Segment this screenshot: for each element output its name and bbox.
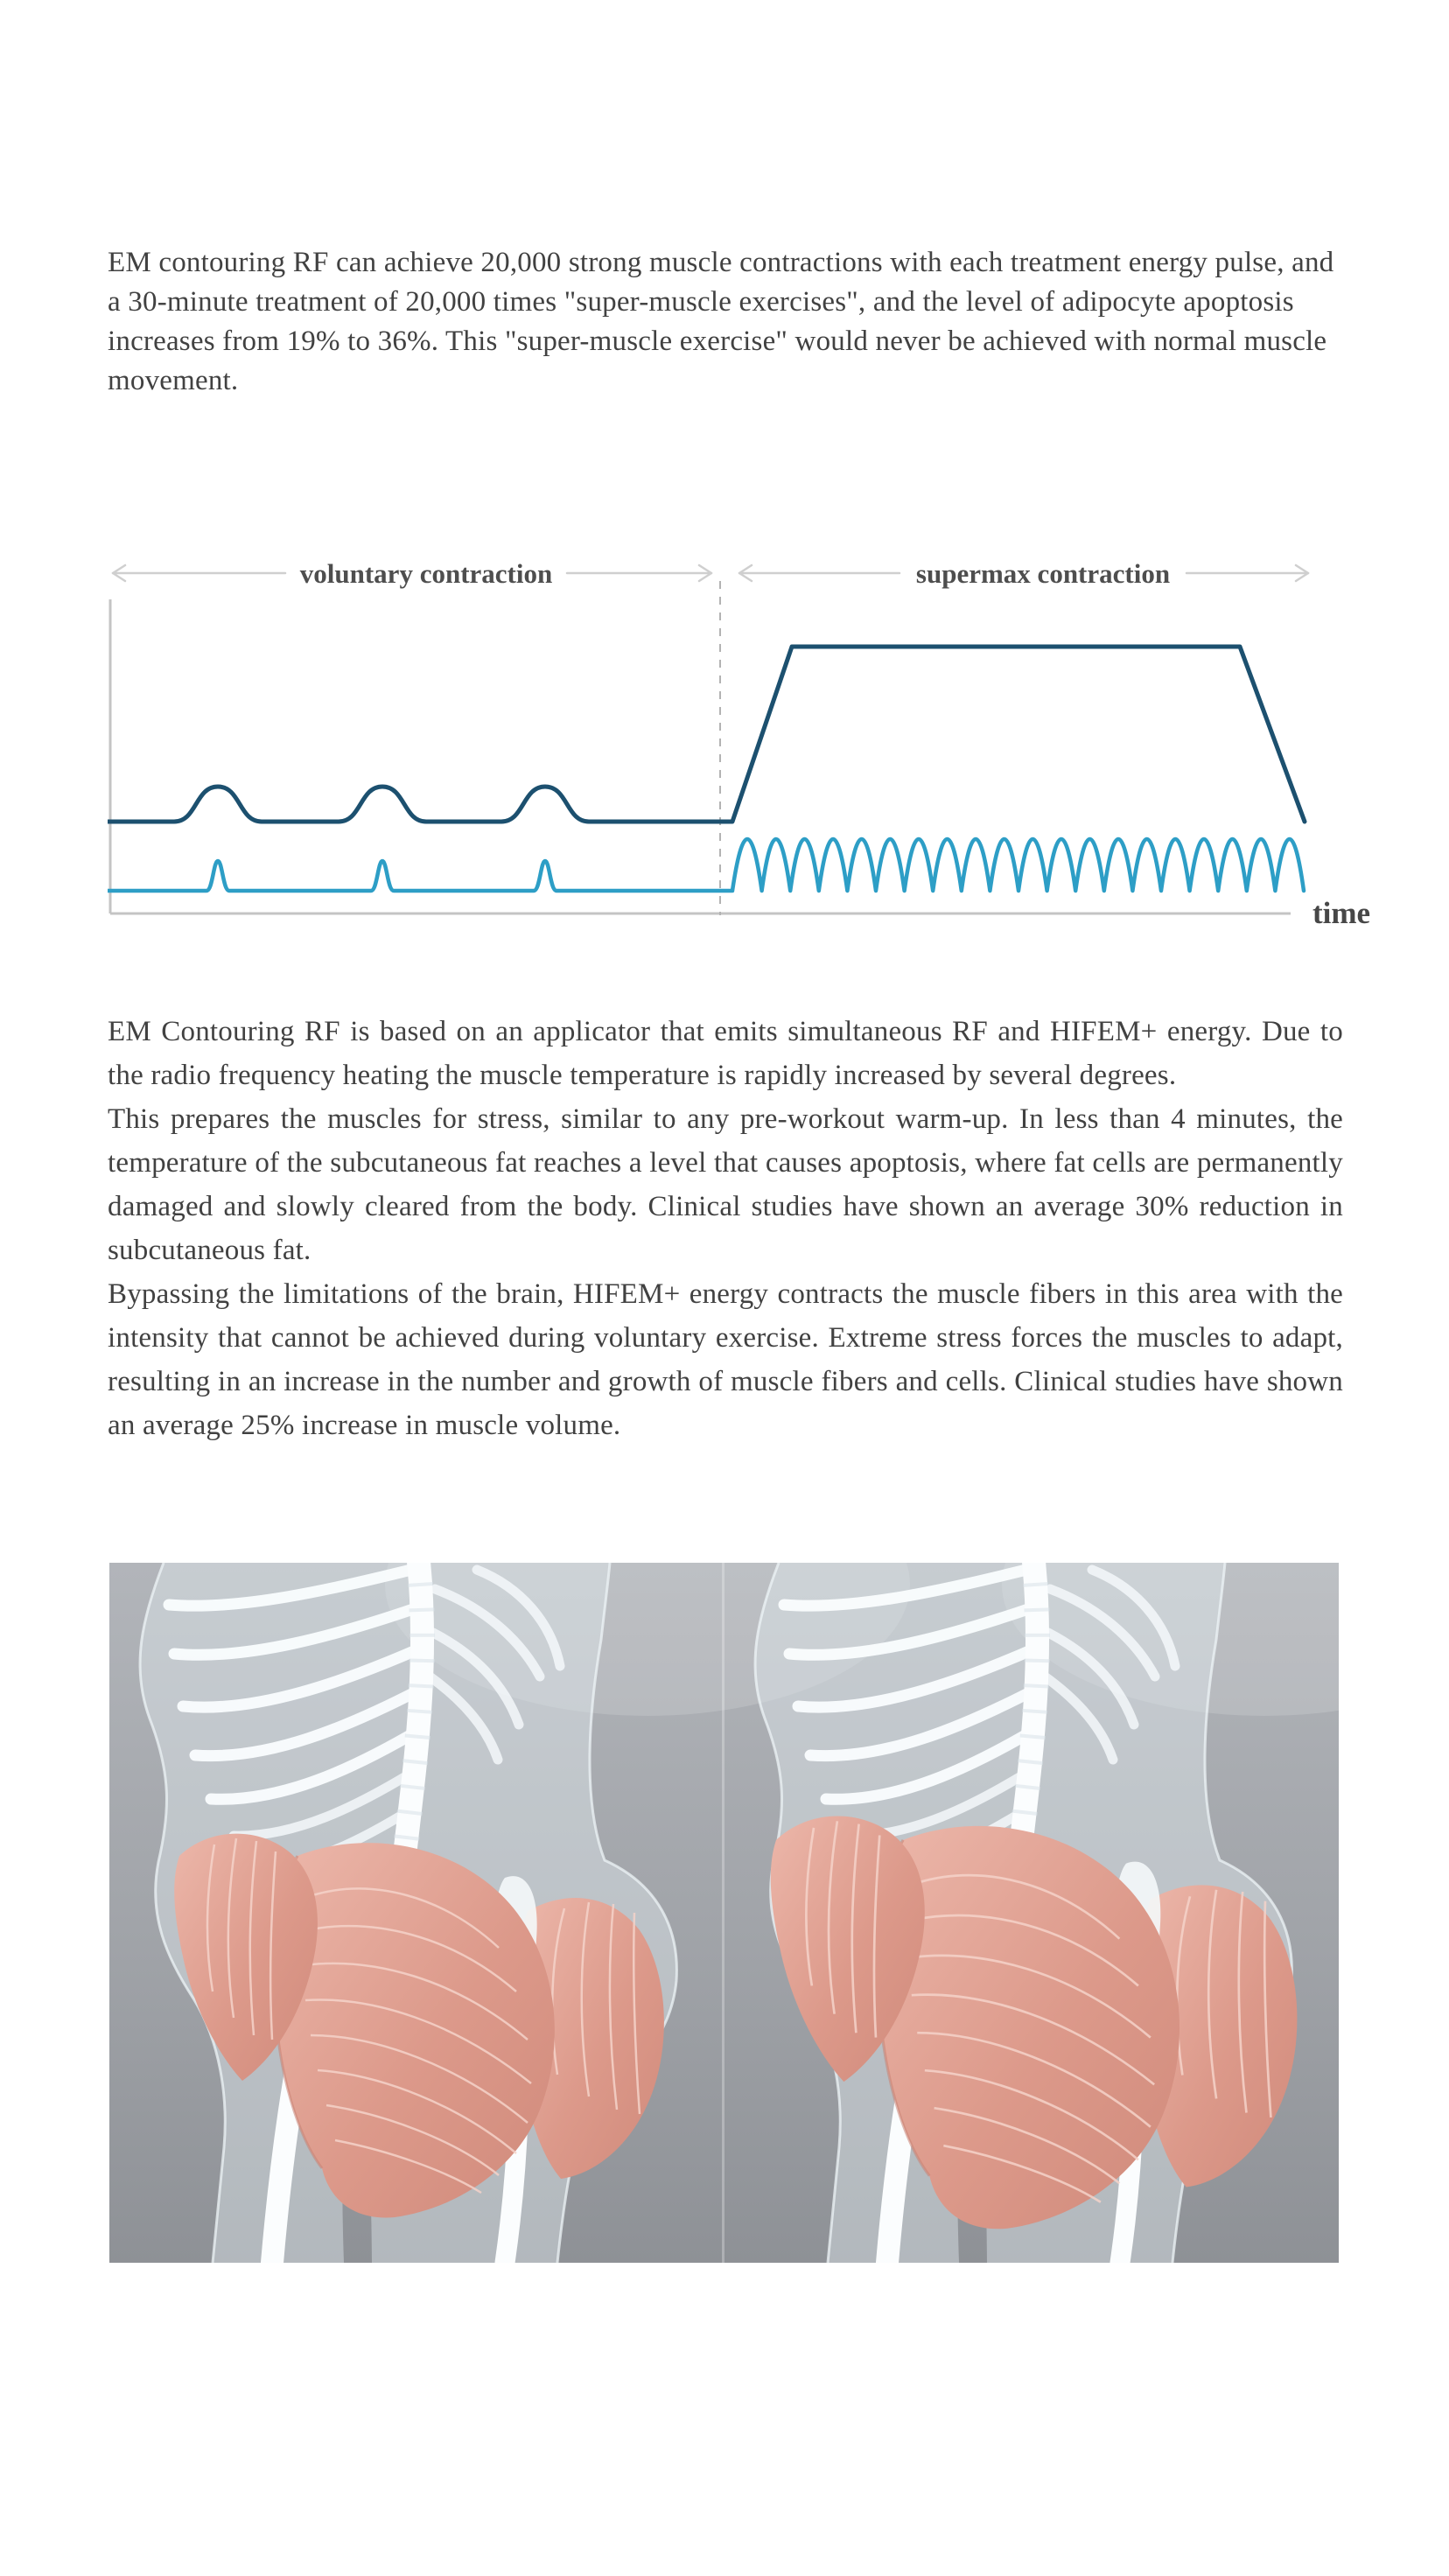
voluntary-contraction-label: voluntary contraction bbox=[299, 558, 553, 589]
body-text-section bbox=[108, 1010, 1343, 1447]
body-paragraph-1: EM Contouring RF is based on an applicator that emits simultaneous RF and HIFEM+ energy. Due to the radio frequency heating the muscle temperature is rapidly increased by several degrees. bbox=[108, 1016, 1343, 1091]
anatomy-before-after-figure bbox=[109, 1563, 1339, 2263]
contraction-chart-svg bbox=[108, 544, 1382, 929]
contraction-diagram bbox=[108, 544, 1382, 929]
supermax-contraction-label: supermax contraction bbox=[915, 558, 1171, 589]
time-axis-label: time bbox=[1312, 896, 1371, 929]
anatomy-illustration-svg bbox=[109, 1563, 1339, 2263]
intro-section bbox=[108, 243, 1343, 401]
panel-seam bbox=[722, 1563, 724, 2263]
body-paragraph-3: Bypassing the limitations of the brain, HIFEM+ energy contracts the muscle fibers in this area with the intensity that cannot be achieved during voluntary exercise. Extreme stress forces the muscles to adapt, resulting in an increase in the number and growth of muscle fibers and cells. Clinical studies have shown an average 25% increase in muscle volume. bbox=[108, 1278, 1343, 1441]
body-paragraph-2: This prepares the muscles for stress, similar to any pre-workout warm-up. In less than 4 minutes, the temperature of the subcutaneous fat reaches a level that causes apoptosis, where fat cells are permanently damaged and slowly cleared from the body. Clinical studies have shown an average 30% reduction in subcutaneous fat. bbox=[108, 1103, 1343, 1266]
muscle-tension-line bbox=[108, 647, 1305, 822]
intro-paragraph: EM contouring RF can achieve 20,000 strong muscle contractions with each treatment energy pulse, and a 30-minute treatment of 20,000 times "super-muscle exercises", and the level of adipocyte apoptosis increases from 19% to 36%. This "super-muscle exercise" would never be achieved with normal muscle movement. bbox=[108, 247, 1334, 396]
stimulus-line bbox=[108, 839, 1304, 891]
